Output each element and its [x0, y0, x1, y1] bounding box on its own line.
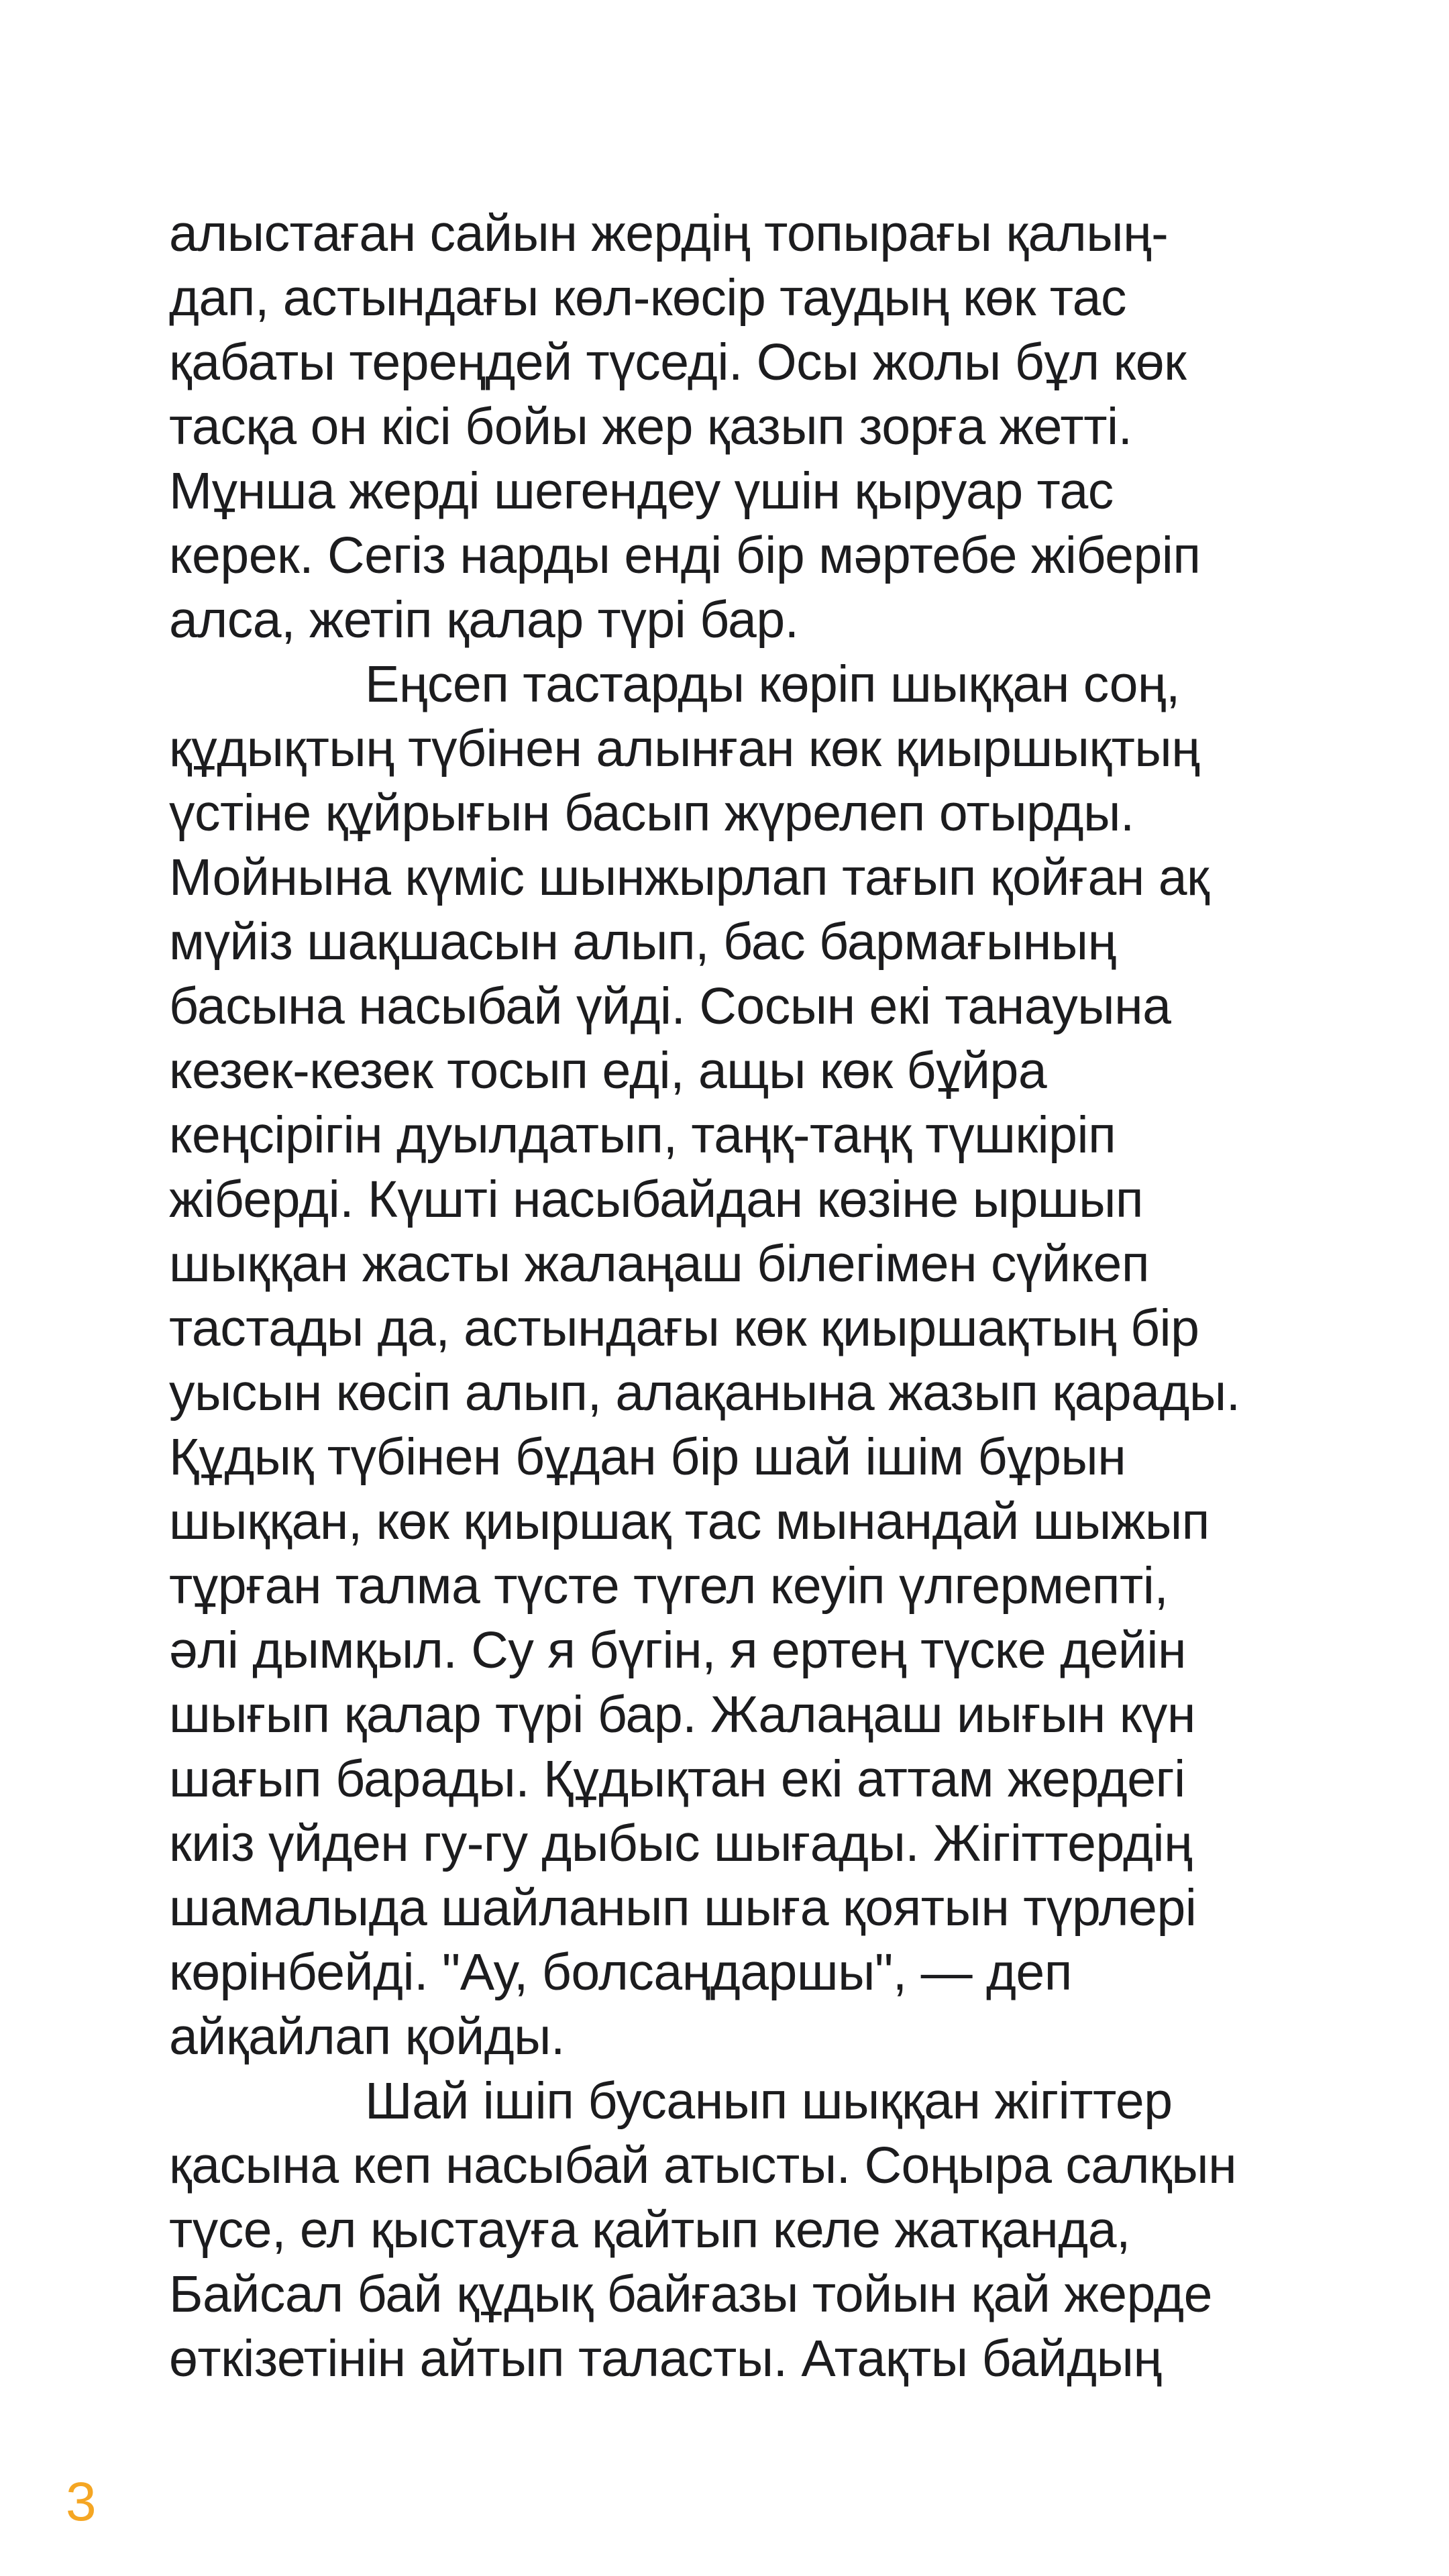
line-text: басына насыбай үйді. Сосын екі танауына [169, 977, 1171, 1035]
text-line [169, 1232, 1309, 1296]
body-text [169, 201, 1309, 2391]
text-line [169, 1618, 1309, 1682]
text-line [169, 2069, 1309, 2133]
text-line [169, 1747, 1309, 1811]
text-line [169, 1489, 1309, 1554]
text-line [169, 1103, 1309, 1167]
text-line [169, 1940, 1309, 2004]
text-line [169, 845, 1309, 910]
text-line [169, 2262, 1309, 2326]
line-text: айқайлап қойды. [169, 2008, 565, 2065]
text-line [169, 1296, 1309, 1360]
text-line [169, 652, 1309, 716]
text-line [169, 1811, 1309, 1876]
line-text: шамалыда шайланып шыға қоятын түрлері [169, 1879, 1197, 1937]
text-line [169, 1682, 1309, 1747]
line-text: алыстаған сайын жердің топырағы қалың- [169, 205, 1169, 262]
paragraph [169, 2069, 1309, 2391]
text-line [169, 1876, 1309, 1940]
text-line [169, 1167, 1309, 1232]
line-text: қабаты тереңдей түседі. Осы жолы бұл көк [169, 333, 1187, 391]
line-text: кезек-кезек тосып еді, ащы көк бұйра [169, 1042, 1047, 1099]
line-text: көрінбейді. "Ау, болсаңдаршы", — деп [169, 1943, 1072, 2001]
line-text: уысын көсіп алып, алақанына жазып қарады. [169, 1364, 1240, 1421]
text-line [169, 1038, 1309, 1103]
text-line [169, 910, 1309, 974]
line-text: өткізетінін айтып таласты. Атақты байдың [169, 2330, 1162, 2387]
line-text: тұрған талма түсте түгел кеуіп үлгермепті, [169, 1557, 1169, 1615]
text-line [169, 1360, 1309, 1425]
line-text: кеңсірігін дуылдатып, таңқ-таңқ түшкіріп [169, 1106, 1116, 1164]
text-line [169, 394, 1309, 459]
text-line [169, 2326, 1309, 2391]
line-text: дап, астындағы көл-көсір таудың көк тас [169, 269, 1126, 327]
page-number: 3 [66, 2471, 97, 2532]
line-text: қасына кеп насыбай атысты. Соңыра салқын [169, 2137, 1237, 2194]
line-text: шыққан жасты жалаңаш білегімен сүйкеп [169, 1235, 1150, 1293]
line-text: әлі дымқыл. Су я бүгін, я ертең түске дейін [169, 1621, 1187, 1679]
line-text: Еңсеп тастарды көріп шыққан соң, [365, 655, 1180, 713]
text-line [169, 1425, 1309, 1489]
line-text: Шай ішіп бусанып шыққан жігіттер [365, 2072, 1173, 2130]
text-line [169, 2004, 1309, 2069]
line-text: шығып қалар түрі бар. Жалаңаш иығын күн [169, 1686, 1195, 1743]
paragraph [169, 201, 1309, 652]
line-text: тасқа он кісі бойы жер қазып зорға жетті. [169, 398, 1132, 455]
text-line [169, 523, 1309, 588]
line-text: жіберді. Күшті насыбайдан көзіне ыршып [169, 1171, 1144, 1228]
line-text: тастады да, астындағы көк қиыршақтың бір [169, 1299, 1199, 1357]
text-line [169, 974, 1309, 1038]
line-text: түсе, ел қыстауға қайтып келе жатқанда, [169, 2201, 1130, 2259]
line-text: үстіне құйрығын басып жүрелеп отырды. [169, 784, 1134, 842]
line-text: Байсал бай құдық байғазы тойын қай жерде [169, 2265, 1212, 2323]
text-line [169, 266, 1309, 330]
text-line [169, 459, 1309, 523]
text-line [169, 781, 1309, 845]
text-line [169, 1554, 1309, 1618]
line-text: құдықтың түбінен алынған көк қиыршықтың [169, 720, 1200, 777]
text-line [169, 2198, 1309, 2262]
line-text: мүйіз шақшасын алып, бас бармағының [169, 913, 1116, 971]
paragraph [169, 652, 1309, 2069]
line-text: шыққан, көк қиыршақ тас мынандай шыжып [169, 1493, 1210, 1550]
text-line [169, 716, 1309, 781]
line-text: Мойнына күміс шынжырлап тағып қойған ақ [169, 849, 1210, 906]
text-line [169, 2133, 1309, 2198]
line-text: алса, жетіп қалар түрі бар. [169, 591, 799, 649]
line-text: Құдық түбінен бұдан бір шай ішім бұрын [169, 1428, 1126, 1486]
line-text: керек. Сегіз нарды енді бір мәртебе жіберіп [169, 527, 1201, 584]
text-line [169, 201, 1309, 266]
line-text: шағып барады. Құдықтан екі аттам жердегі [169, 1750, 1185, 1808]
text-line [169, 330, 1309, 394]
text-line [169, 588, 1309, 652]
line-text: Мұнша жерді шегендеу үшін қыруар тас [169, 462, 1114, 520]
line-text: киіз үйден гу-гу дыбыс шығады. Жігіттердің [169, 1815, 1193, 1872]
